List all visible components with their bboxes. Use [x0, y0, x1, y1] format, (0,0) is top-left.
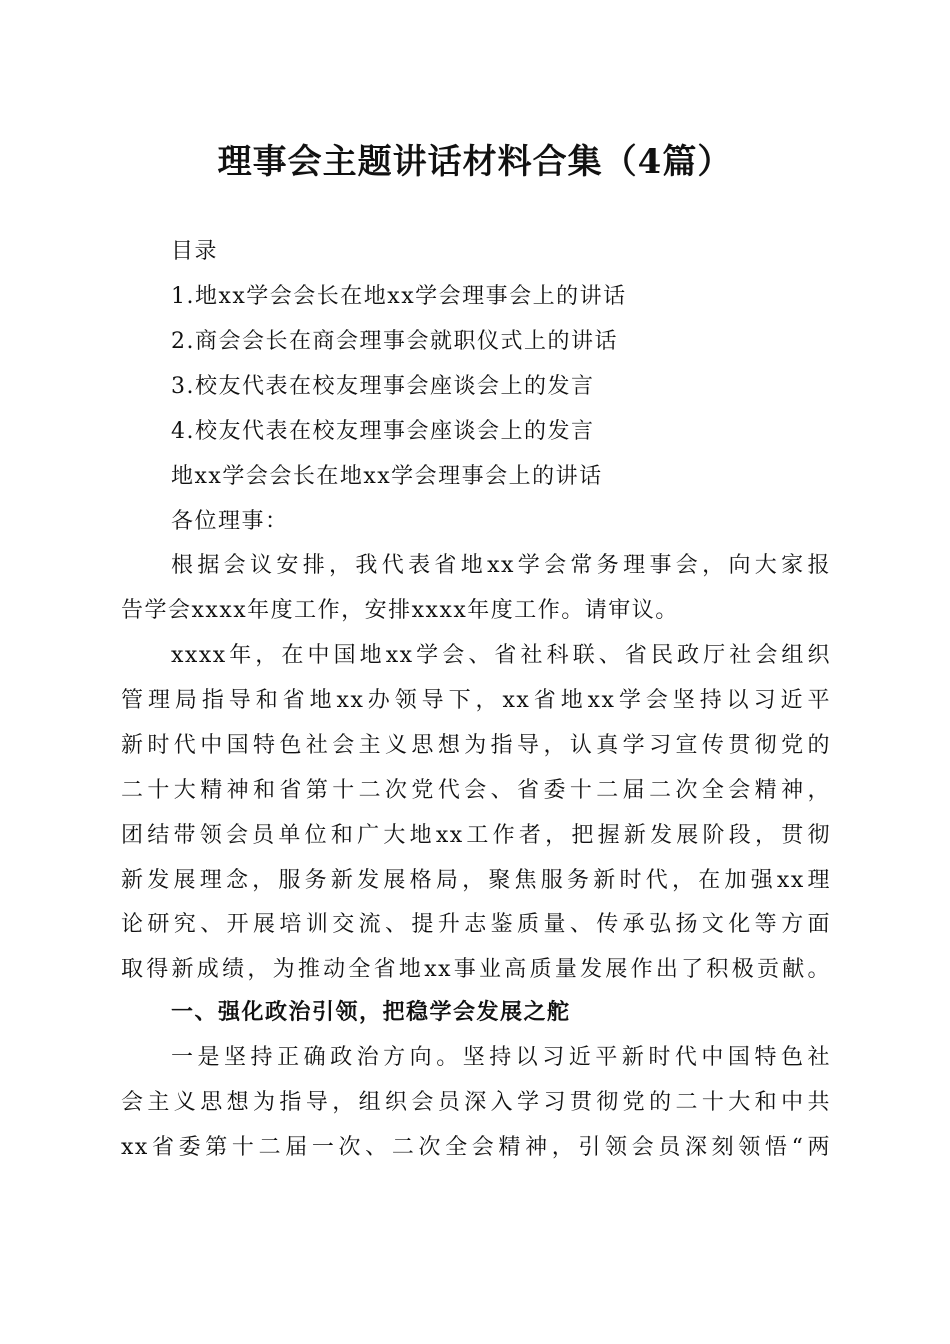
greeting: 各位理事： [171, 509, 289, 534]
paragraph-2-line-7: 论研究、开展培训交流、提升志鉴质量、传承弘扬文化等方面 [121, 912, 831, 937]
toc-item-3: 3.校友代表在校友理事会座谈会上的发言 [171, 374, 595, 399]
toc-item-4: 4.校友代表在校友理事会座谈会上的发言 [171, 419, 595, 444]
section-heading: 一、强化政治引领，把稳学会发展之舵 [171, 1000, 571, 1025]
paragraph-3-line-2: 会主义思想为指导，组织会员深入学习贯彻党的二十大和中共 [121, 1090, 831, 1115]
speech-heading: 地xx学会会长在地xx学会理事会上的讲话 [171, 464, 603, 489]
paragraph-2-line-6: 新发展理念，服务新发展格局，聚焦服务新时代，在加强xx理 [121, 868, 831, 893]
paragraph-1-line-2: 告学会xxxx年度工作，安排xxxx年度工作。请审议。 [121, 598, 679, 623]
toc-label: 目录 [171, 239, 219, 264]
paragraph-2-line-2: 管理局指导和省地xx办领导下，xx省地xx学会坚持以习近平 [121, 688, 831, 713]
paragraph-2-line-5: 团结带领会员单位和广大地xx工作者，把握新发展阶段，贯彻 [121, 823, 831, 848]
paragraph-3-line-3: xx省委第十二届一次、二次全会精神，引领会员深刻领悟“两 [121, 1135, 831, 1160]
paragraph-1-line-1: 根据会议安排，我代表省地xx学会常务理事会，向大家报 [171, 553, 831, 578]
toc-item-2: 2.商会会长在商会理事会就职仪式上的讲话 [171, 329, 618, 354]
paragraph-2-line-3: 新时代中国特色社会主义思想为指导，认真学习宣传贯彻党的 [121, 733, 831, 758]
paragraph-2-line-4: 二十大精神和省第十二次党代会、省委十二届二次全会精神， [121, 778, 831, 803]
document-title: 理事会主题讲话材料合集（4篇） [217, 142, 733, 182]
toc-item-1: 1.地xx学会会长在地xx学会理事会上的讲话 [171, 284, 627, 309]
paragraph-2-line-1: xxxx年，在中国地xx学会、省社科联、省民政厅社会组织 [171, 643, 831, 668]
paragraph-2-line-8: 取得新成绩，为推动全省地xx事业高质量发展作出了积极贡献。 [121, 957, 831, 982]
paragraph-3-line-1: 一是坚持正确政治方向。坚持以习近平新时代中国特色社 [171, 1045, 831, 1070]
